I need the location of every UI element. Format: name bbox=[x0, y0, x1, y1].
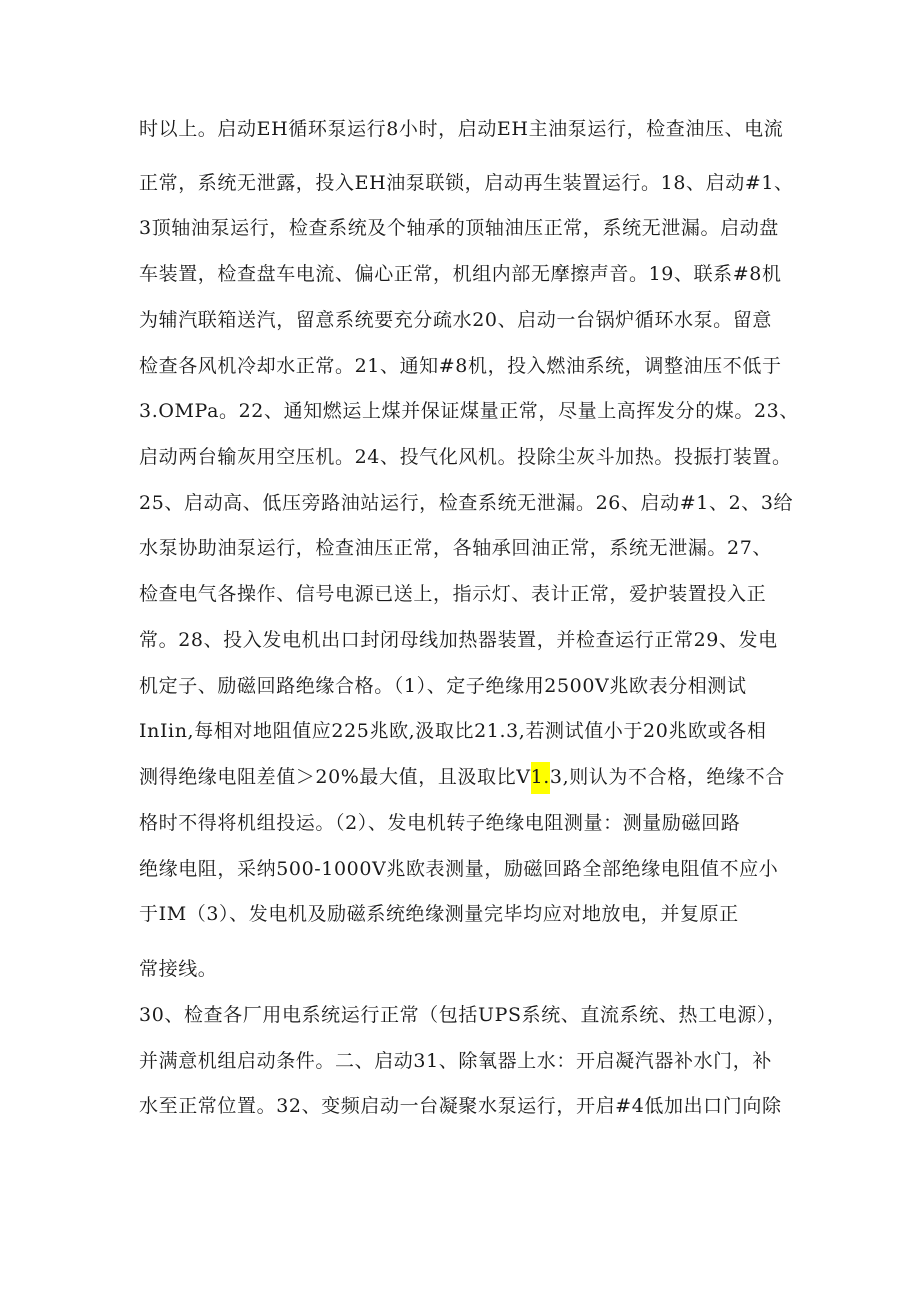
text-line-8: 启动两台输灰用空压机。24、投气化风机。投除尘灰斗加热。投振打装置。 bbox=[139, 446, 792, 468]
text-line-18: 于IM（3）、发电机及励磁系统绝缘测量完毕均应对地放电，并复原正 bbox=[139, 903, 739, 925]
text-line-12: 常。28、投入发电机出口封闭母线加热器装置，并检查运行正常29、发电 bbox=[139, 629, 778, 651]
text-line-1: 时以上。启动EH循环泵运行8小时，启动EH主油泵运行，检查油压、电流 bbox=[139, 118, 784, 140]
text-line-16: 格时不得将机组投运。（2）、发电机转子绝缘电阻测量：测量励磁回路 bbox=[139, 812, 741, 834]
text-line-19: 常接线。 bbox=[139, 958, 218, 980]
text-line-13: 机定子、励磁回路绝缘合格。（1）、定子绝缘用2500V兆欧表分相测试 bbox=[139, 675, 747, 697]
text-line-5: 为辅汽联箱送汽，留意系统要充分疏水20、启动一台锅炉循环水泵。留意 bbox=[139, 309, 772, 331]
text-line-11: 检查电气各操作、信号电源已送上，指示灯、表计正常，爱护装置投入正 bbox=[139, 583, 767, 605]
highlighted-text: 1. bbox=[531, 762, 550, 794]
text-line-4: 车装置，检查盘车电流、偏心正常，机组内部无摩擦声音。19、联系#8机 bbox=[139, 263, 782, 285]
text-line-3: 3顶轴油泵运行，检查系统及个轴承的顶轴油压正常，系统无泄漏。启动盘 bbox=[139, 217, 779, 239]
line-segment-after-highlight: 3,则认为不合格，绝缘不合 bbox=[549, 766, 785, 788]
text-line-10: 水泵协助油泵运行，检查油压正常，各轴承回油正常，系统无泄漏。27、 bbox=[139, 537, 772, 559]
text-line-2: 正常，系统无泄露，投入EH油泵联锁，启动再生装置运行。18、启动#1、 bbox=[139, 172, 794, 194]
text-line-21: 并满意机组启动条件。二、启动31、除氧器上水：开启凝汽器补水门，补 bbox=[139, 1050, 772, 1072]
text-line-9: 25、启动高、低压旁路油站运行，检查系统无泄漏。26、启动#1、2、3给 bbox=[139, 492, 794, 514]
line-segment-before-highlight: 测得绝缘电阻差值＞20%最大值，且汲取比V bbox=[139, 766, 531, 788]
text-line-22: 水至正常位置。32、变频启动一台凝聚水泵运行，开启#4低加出口门向除 bbox=[139, 1095, 782, 1117]
text-line-7: 3.OMPa。22、通知燃运上煤并保证煤量正常，尽量上高挥发分的煤。23、 bbox=[139, 400, 799, 422]
text-line-15 bbox=[139, 765, 785, 789]
text-line-14: InIin,每相对地阻值应225兆欧,汲取比21.3,若测试值小于20兆欧或各相 bbox=[139, 720, 767, 742]
text-line-17: 绝缘电阻，采纳500-1000V兆欧表测量，励磁回路全部绝缘电阻值不应小 bbox=[139, 858, 779, 880]
text-line-20: 30、检查各厂用电系统运行正常（包括UPS系统、直流系统、热工电源）， bbox=[139, 1004, 787, 1026]
text-line-6: 检查各风机冷却水正常。21、通知#8机，投入燃油系统，调整油压不低于 bbox=[139, 355, 782, 377]
